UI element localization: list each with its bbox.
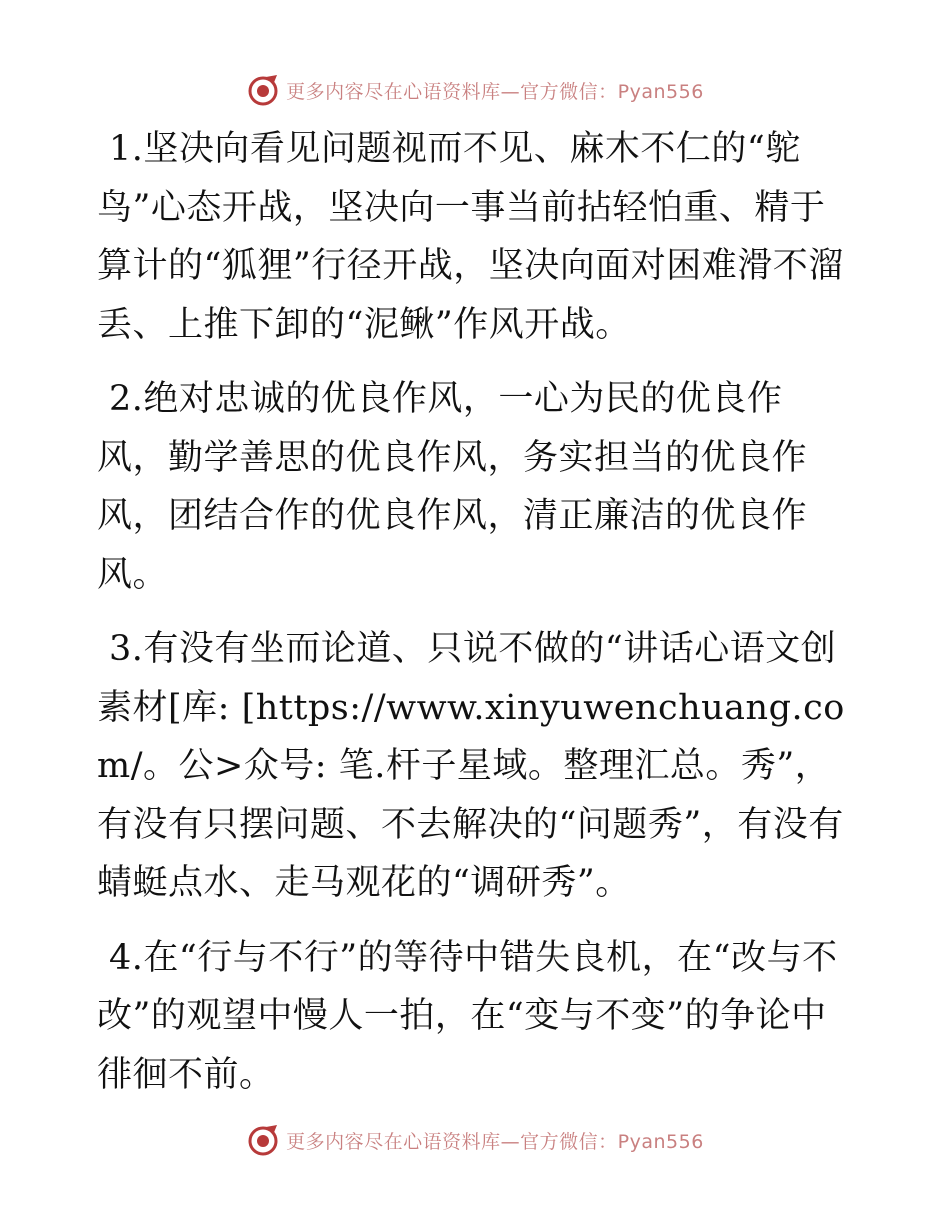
document-body: [97, 120, 853, 1120]
logo-icon: [246, 73, 280, 107]
banner-text: 更多内容尽在心语资料库—官方微信：Pyan556: [286, 1130, 704, 1153]
paragraph-2: 2.绝对忠诚的优良作风，一心为民的优良作风，勤学善思的优良作风，务实担当的优良作风，团结合作的优良作风，清正廉洁的优良作风。: [97, 379, 808, 595]
logo-icon: [246, 1123, 280, 1157]
banner-text: 更多内容尽在心语资料库—官方微信：Pyan556: [286, 80, 704, 103]
header-banner: [0, 70, 950, 110]
paragraph-1: 1.坚决向看见问题视而不见、麻木不仁的“鸵鸟”心态开战，坚决向一事当前拈轻怕重、精于算计的“狐狸”行径开战，坚决向面对困难滑不溜丢、上推下卸的“泥鳅”作风开战。: [97, 129, 844, 345]
footer-banner: [0, 1120, 950, 1160]
paragraph-3: 3.有没有坐而论道、只说不做的“讲话心语文创素材[库: [https://www.xinyuwenchuang.com/。公>众号: 笔.杆子星域。整理汇总。秀”，有没有只摆问题、不去解决的“问题秀”，有没有蜻蜓点水、走马观花的“调研秀”。: [97, 629, 845, 903]
paragraph-4: 4.在“行与不行”的等待中错失良机，在“改与不改”的观望中慢人一拍，在“变与不变”的争论中徘徊不前。: [97, 937, 838, 1095]
